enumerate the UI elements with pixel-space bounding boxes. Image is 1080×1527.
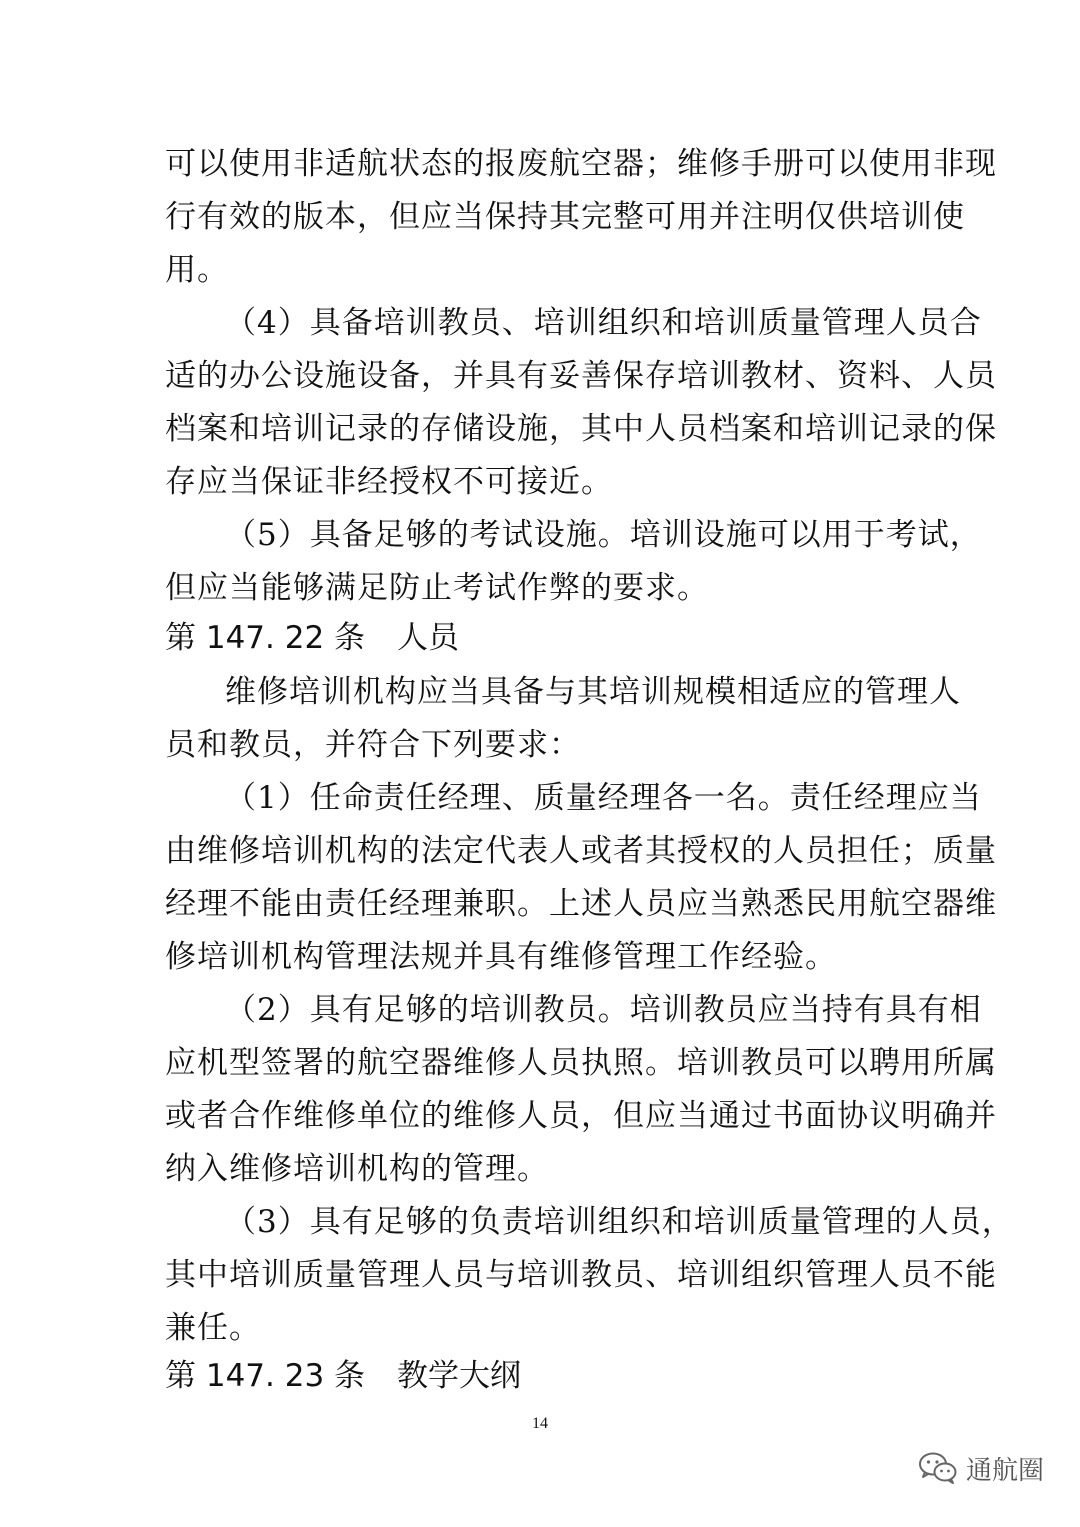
paragraph-line: 其中培训质量管理人员与培训教员、培训组织管理人员不能 xyxy=(165,1257,997,1293)
paragraph-line: 由维修培训机构的法定代表人或者其授权的人员担任；质量 xyxy=(165,833,997,869)
section-title: 人员 xyxy=(397,620,460,656)
section-heading-147-22 xyxy=(165,618,459,658)
paragraph-line: 但应当能够满足防止考试作弊的要求。 xyxy=(165,570,709,606)
section-number: 第 147. 23 条 xyxy=(165,1358,366,1394)
watermark xyxy=(918,1448,1044,1488)
paragraph-line: 纳入维修培训机构的管理。 xyxy=(165,1151,549,1187)
paragraph-line: 或者合作维修单位的维修人员，但应当通过书面协议明确并 xyxy=(165,1098,997,1134)
paragraph-line: （4）具备培训教员、培训组织和培训质量管理人员合 xyxy=(225,305,982,341)
wechat-icon xyxy=(918,1451,958,1485)
section-title: 教学大纲 xyxy=(397,1358,522,1394)
paragraph-line: 修培训机构管理法规并具有维修管理工作经验。 xyxy=(165,939,837,975)
paragraph-line: （5）具备足够的考试设施。培训设施可以用于考试， xyxy=(225,517,982,553)
paragraph-line: 可以使用非适航状态的报废航空器；维修手册可以使用非现 xyxy=(165,146,997,182)
paragraph-line: 兼任。 xyxy=(165,1310,261,1346)
paragraph-line: 档案和培训记录的存储设施，其中人员档案和培训记录的保 xyxy=(165,411,997,447)
paragraph-line: （3）具有足够的负责培训组织和培训质量管理的人员， xyxy=(225,1204,1014,1240)
paragraph-line: （1）任命责任经理、质量经理各一名。责任经理应当 xyxy=(225,780,982,816)
paragraph-line: 行有效的版本，但应当保持其完整可用并注明仅供培训使 xyxy=(165,199,965,235)
section-number: 第 147. 22 条 xyxy=(165,620,366,656)
paragraph-line: 经理不能由责任经理兼职。上述人员应当熟悉民用航空器维 xyxy=(165,886,997,922)
paragraph-line: （2）具有足够的培训教员。培训教员应当持有具有相 xyxy=(225,992,982,1028)
page-number: 14 xyxy=(532,1415,548,1432)
paragraph-line: 应机型签署的航空器维修人员执照。培训教员可以聘用所属 xyxy=(165,1045,997,1081)
paragraph-line: 存应当保证非经授权不可接近。 xyxy=(165,464,613,500)
paragraph-line: 员和教员，并符合下列要求： xyxy=(165,727,581,763)
paragraph-line: 用。 xyxy=(165,252,229,288)
paragraph-line: 适的办公设施设备，并具有妥善保存培训教材、资料、人员 xyxy=(165,358,997,394)
watermark-text: 通航圈 xyxy=(966,1455,1045,1486)
section-heading-147-23 xyxy=(165,1356,521,1396)
paragraph-line: 维修培训机构应当具备与其培训规模相适应的管理人 xyxy=(225,674,961,710)
